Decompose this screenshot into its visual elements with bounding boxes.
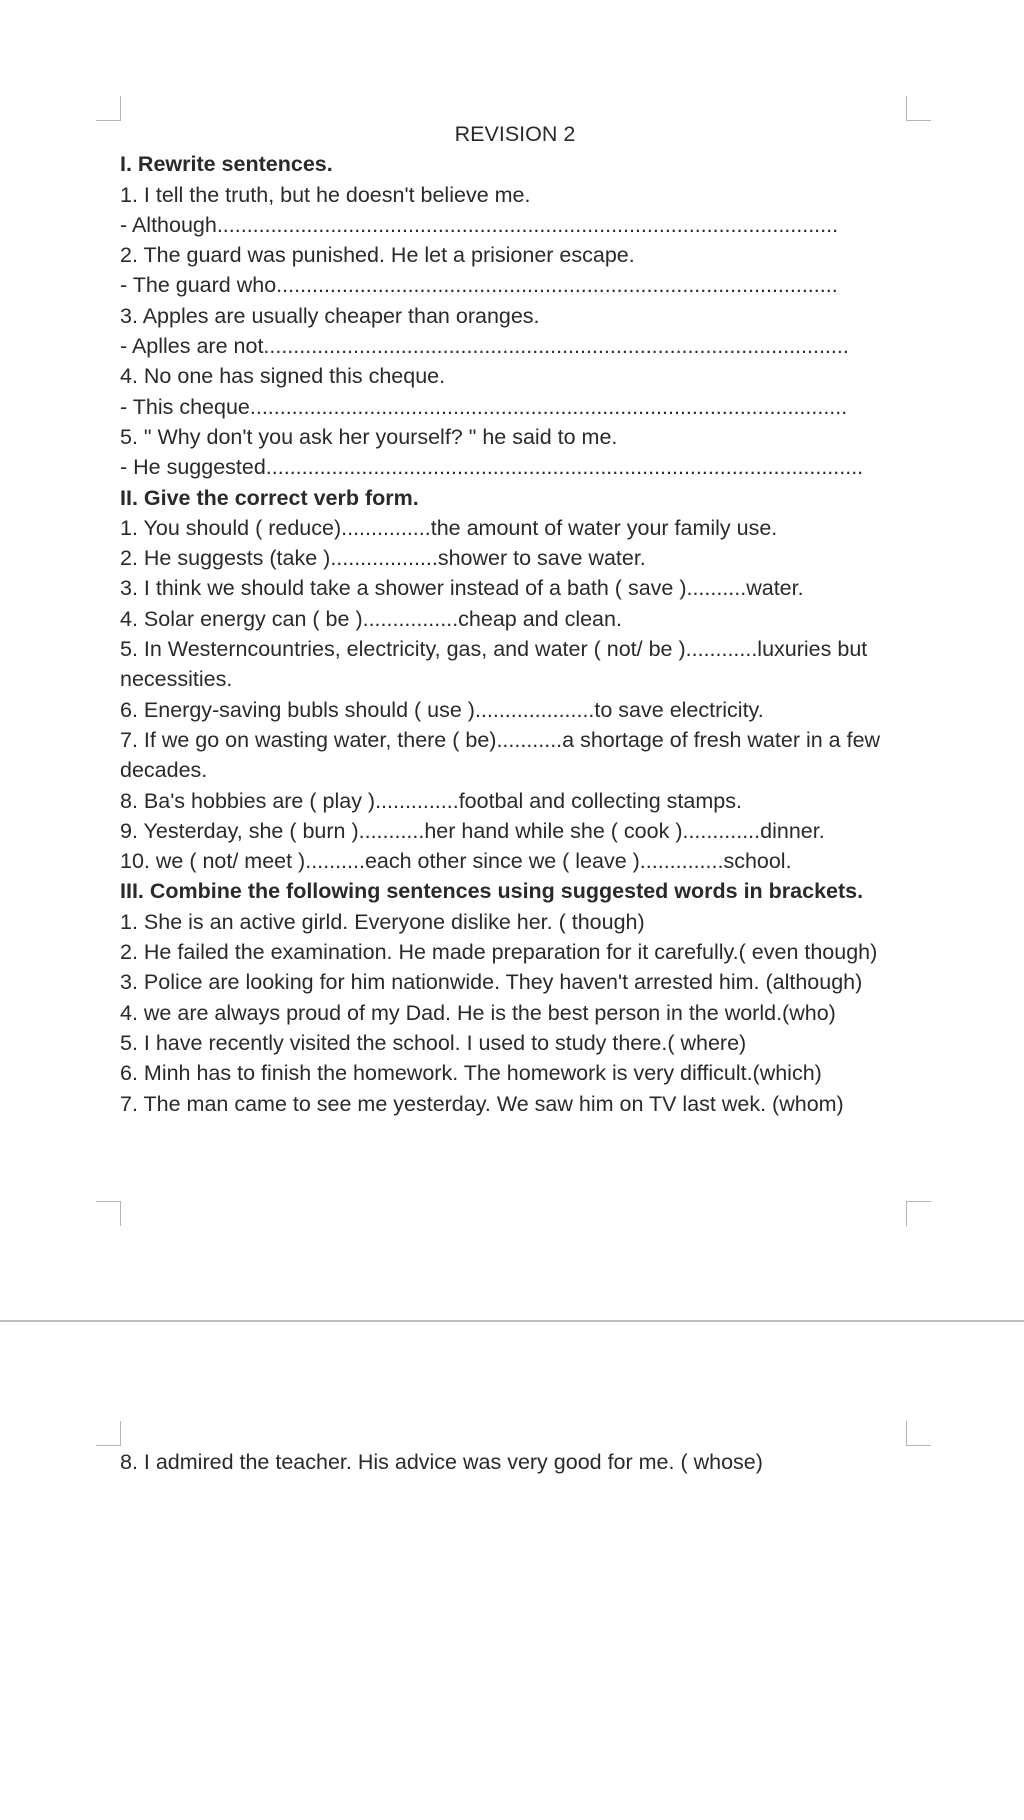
section-1-line: - The guard who.............................................................................................. <box>120 273 838 298</box>
section-1-line: 2. The guard was punished. He let a prisioner escape. <box>120 243 635 268</box>
section-1-line: - Although........................................................................................................ <box>120 212 839 237</box>
section-3-line: 3. Police are looking for him nationwide. They haven't arrested him. (although) <box>120 970 863 995</box>
page-corner-mark <box>96 1421 121 1446</box>
section-1-line: - Aplles are not.................................................................................................. <box>120 334 849 359</box>
document-page-2 <box>0 1320 1024 1820</box>
page-2-content <box>120 1447 910 1477</box>
section-1-line: - This cheque.................................................................................................... <box>120 394 848 419</box>
section-3-heading: III. Combine the following sentences using suggested words in brackets. <box>120 879 864 904</box>
section-1-heading: I. Rewrite sentences. <box>120 152 333 177</box>
document-title: REVISION 2 <box>454 122 576 146</box>
section-3-line: 4. we are always proud of my Dad. He is the best person in the world.(who) <box>120 1000 836 1025</box>
section-1-line: 3. Apples are usually cheaper than oranges. <box>120 303 540 328</box>
section-1-line: 4. No one has signed this cheque. <box>120 364 446 389</box>
section-2-line: 1. You should ( reduce)...............the amount of water your family use. <box>120 515 778 540</box>
section-2-line: 4. Solar energy can ( be )................cheap and clean. <box>120 606 622 631</box>
section-2-line: 9. Yesterday, she ( burn )...........her hand while she ( cook ).............dinner. <box>120 818 825 843</box>
section-2-line: 2. He suggests (take )..................shower to save water. <box>120 546 646 571</box>
section-2-line: 8. Ba's hobbies are ( play )..............footbal and collecting stamps. <box>120 788 742 813</box>
page-1-content <box>120 119 910 1119</box>
section-3-line: 2. He failed the examination. He made preparation for it carefully.( even though) <box>120 940 878 965</box>
section-2-line: 5. In Westerncountries, electricity, gas, and water ( not/ be )............luxuries but necessities. <box>120 637 874 692</box>
section-2-line: 3. I think we should take a shower instead of a bath ( save )..........water. <box>120 576 804 601</box>
section-2-line: 7. If we go on wasting water, there ( be)...........a shortage of fresh water in a few decades. <box>120 727 887 783</box>
section-1-line: 5. " Why don't you ask her yourself? " he said to me. <box>120 424 618 449</box>
section-3-line: 7. The man came to see me yesterday. We saw him on TV last wek. (whom) <box>120 1091 844 1116</box>
page-corner-mark <box>96 1201 121 1226</box>
section-3-line: 6. Minh has to finish the homework. The homework is very difficult.(which) <box>120 1061 822 1086</box>
section-2-line: 6. Energy-saving bubls should ( use )....................to save electricity. <box>120 697 764 722</box>
section-3-line: 8. I admired the teacher. His advice was very good for me. ( whose) <box>120 1450 763 1474</box>
page-corner-mark <box>906 96 931 121</box>
section-1-line: - He suggested.................................................................................................... <box>120 455 864 480</box>
page-corner-mark <box>96 96 121 121</box>
page-corner-mark <box>906 1201 931 1226</box>
section-1-line: 1. I tell the truth, but he doesn't believe me. <box>120 182 531 207</box>
page-corner-mark <box>906 1421 931 1446</box>
section-3-line: 1. She is an active girld. Everyone dislike her. ( though) <box>120 909 645 934</box>
section-2-line: 10. we ( not/ meet )..........each other since we ( leave )..............school. <box>120 849 792 874</box>
section-2-heading: II. Give the correct verb form. <box>120 485 419 510</box>
section-3-line: 5. I have recently visited the school. I used to study there.( where) <box>120 1030 747 1055</box>
